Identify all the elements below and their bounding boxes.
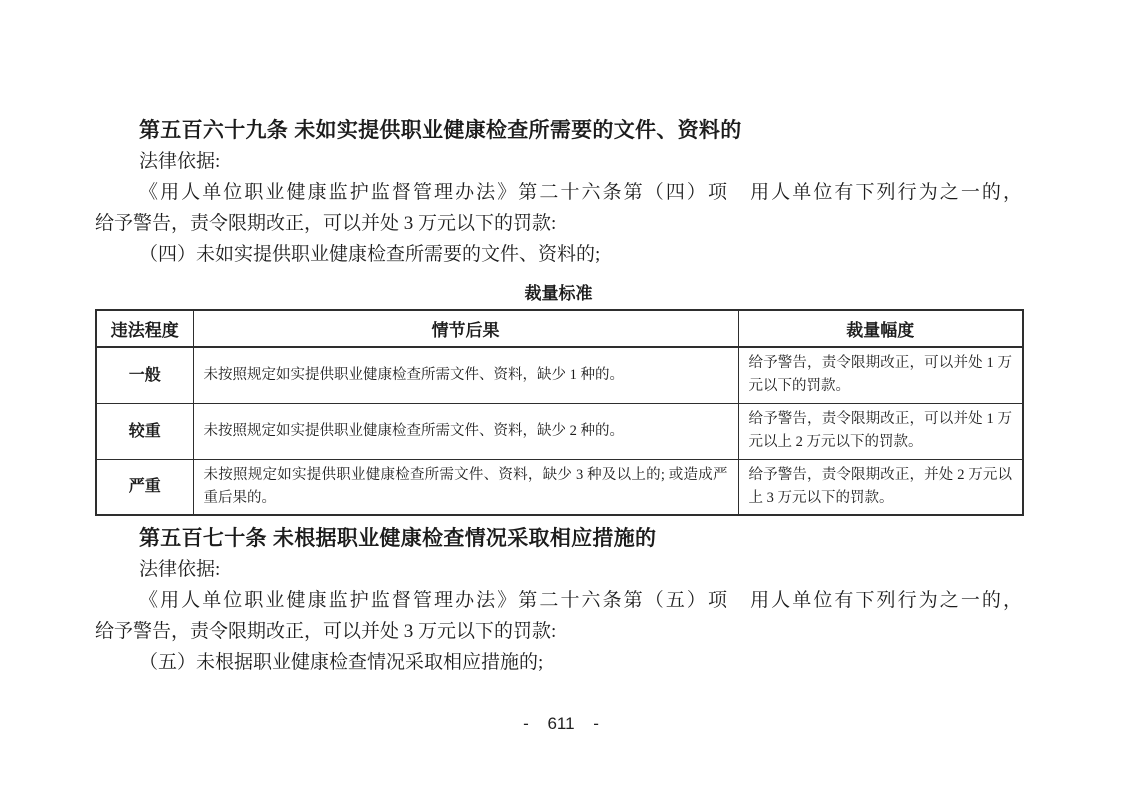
circumstance-cell: 未按照规定如实提供职业健康检查所需文件、资料，缺少 3 种及以上的; 或造成严重后果的。 (193, 459, 738, 515)
discretion-range-cell: 给予警告，责令限期改正，可以并处 1 万元以上 2 万元以下的罚款。 (738, 403, 1023, 459)
legal-basis-label: 法律依据: (139, 558, 221, 580)
table-header-row (96, 310, 1023, 347)
item-clause: （五）未根据职业健康检查情况采取相应措施的; (139, 651, 544, 673)
circumstance-cell: 未按照规定如实提供职业健康检查所需文件、资料，缺少 1 种的。 (193, 347, 738, 403)
legal-basis-text-line: 给予警告，责令限期改正，可以并处 3 万元以下的罚款: (95, 620, 557, 642)
legal-basis-label: 法律依据: (139, 151, 221, 172)
table-row (96, 347, 1023, 403)
article-title: 第五百六十九条 未如实提供职业健康检查所需要的文件、资料的 (139, 119, 742, 142)
circumstance-cell: 未按照规定如实提供职业健康检查所需文件、资料，缺少 2 种的。 (193, 403, 738, 459)
section-article-569 (95, 116, 1022, 270)
discretion-table (95, 309, 1024, 516)
violation-level-cell: 一般 (96, 347, 193, 403)
column-header-discretion-range: 裁量幅度 (738, 310, 1023, 347)
section-article-570 (95, 524, 1022, 678)
legal-basis-text-line: 给予警告，责令限期改正，可以并处 3 万元以下的罚款: (95, 213, 557, 234)
column-header-violation-level: 违法程度 (96, 310, 193, 347)
item-clause: （四）未如实提供职业健康检查所需要的文件、资料的; (139, 244, 601, 265)
discretion-range-cell: 给予警告，责令限期改正，并处 2 万元以上 3 万元以下的罚款。 (738, 459, 1023, 515)
table-row (96, 403, 1023, 459)
legal-basis-text-line: 《用人单位职业健康监护监督管理办法》第二十六条第（四）项 用人单位有下列行为之一的， (139, 182, 1022, 203)
discretion-range-cell: 给予警告，责令限期改正，可以并处 1 万元以下的罚款。 (738, 347, 1023, 403)
table-row (96, 459, 1023, 515)
violation-level-cell: 严重 (96, 459, 193, 515)
article-title: 第五百七十条 未根据职业健康检查情况采取相应措施的 (139, 526, 657, 550)
page-number: - 611 - (523, 714, 599, 733)
legal-basis-text-line: 《用人单位职业健康监护监督管理办法》第二十六条第（五）项 用人单位有下列行为之一的， (139, 589, 1022, 611)
violation-level-cell: 较重 (96, 403, 193, 459)
column-header-circumstance: 情节后果 (193, 310, 738, 347)
table-title: 裁量标准 (524, 284, 593, 303)
page-content (95, 116, 1022, 678)
